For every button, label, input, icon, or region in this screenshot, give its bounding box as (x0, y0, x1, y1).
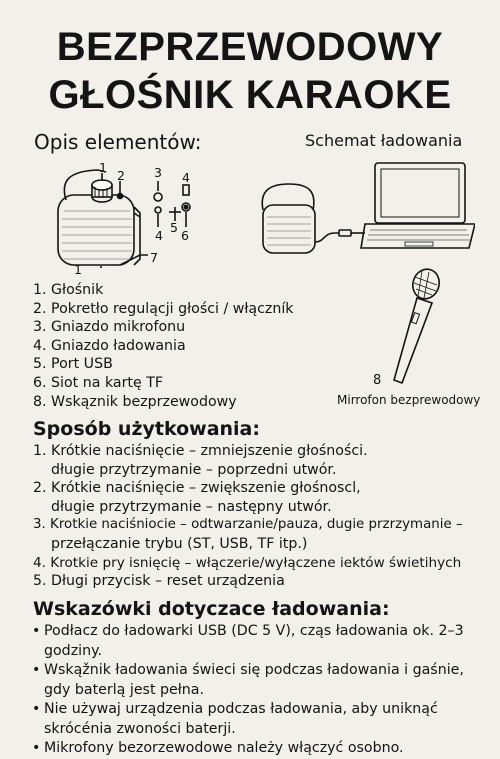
usb-cable (315, 233, 339, 242)
callout-3: 3 (154, 165, 162, 180)
charging-diagram (255, 160, 475, 260)
list-item: 6. Siot na kartę TF (33, 374, 164, 391)
usage-item-5: 5. Długi przycisk – reset urządzenia (33, 573, 285, 590)
usage-item-3: 3. Krotkie naciśniocie – odtwarzanie/pauza, dugie przrzymanie – (33, 517, 463, 533)
charging-tips-heading: Wskazówki dotyczace ładowania: (33, 598, 390, 620)
tip-item-1-cont: godziny. (44, 642, 102, 659)
mic-head (409, 266, 443, 303)
charging-diagram-heading: Schemat ładowania (305, 131, 463, 150)
mic-body (394, 298, 432, 383)
microphone-caption: Mirrofon bezprewodowy (337, 393, 481, 407)
list-item: 1. Głośnik (33, 282, 104, 298)
microphone-drawing (380, 265, 450, 395)
parts-heading: Opis elementów: (34, 130, 202, 154)
title-line-2: GŁOŚNIK KARAOKE (48, 73, 452, 117)
speaker-body (58, 195, 134, 265)
list-item: 2. Pokretło regulącji głości / włączník (33, 300, 294, 317)
tip-item-2-cont: gdy baterlą jest pełna. (44, 681, 204, 698)
usage-item-1: 1. Krótkie naciśnięcie – zmniejszenie głośności. (33, 443, 368, 459)
usage-item-1-cont: długie przytrzymanie – poprzedni utwór. (51, 461, 337, 478)
list-item: 3. Gniazdo mikrofonu (33, 319, 186, 336)
usage-heading: Sposób użytkowania: (33, 418, 260, 440)
parts-list (33, 281, 293, 411)
usage-item-3-cont: przełączanie trybu (ST, USB, TF itp.) (51, 535, 308, 552)
laptop-keyboard (361, 224, 475, 248)
charging-tips-list (30, 622, 464, 759)
usage-item-2: 2. Krótkie naciśnięcie – zwiększenie głośnoscl, (33, 480, 361, 497)
usage-list (33, 442, 463, 591)
callout-5: 5 (170, 220, 178, 235)
laptop-screen (375, 163, 465, 223)
usage-item-2-cont: długie przytrzymanie – następny utwór. (51, 498, 332, 515)
tip-item-1: • Podłacz do ładowarki USB (DC 5 V), cząs ładowania ok. 2–3 (30, 622, 464, 642)
callout-4-top: 4 (182, 170, 190, 185)
callout-7: 7 (150, 250, 158, 265)
tip-item-3-cont: skrócénia zwoności baterji. (44, 720, 236, 737)
tip-item-4: • Mikrofony bezorzewodowe należy włączyć osobno. (30, 739, 464, 759)
callout-6: 6 (181, 228, 189, 243)
list-item: 4. Gniazdo ładowania (33, 337, 186, 354)
title-line-1: BEZPRZEWODOWY (56, 25, 444, 69)
list-item: 8. Wskąznik bezprzewodowy (33, 393, 237, 410)
tip-item-2: • Wskąžnik ładowania świeci się podczas ładowania i gaśnie, (30, 661, 464, 681)
callout-1: 1 (99, 160, 107, 175)
usb-plug (339, 230, 351, 236)
callout-1-bottom: 1 (74, 262, 82, 277)
callout-4-bottom: 4 (155, 228, 163, 243)
callout-2: 2 (117, 168, 125, 183)
usage-item-4: 4. Krotkie pry isnięcię – włączerie/wyłączene iektów świetihych (33, 554, 462, 571)
small-speaker-body (263, 205, 315, 253)
list-item: 5. Port USB (33, 356, 113, 373)
tip-item-3: • Nie używaj urządzenia podczas ładowania, aby uniknąć (30, 700, 464, 720)
microphone-number: 8 (373, 373, 382, 388)
